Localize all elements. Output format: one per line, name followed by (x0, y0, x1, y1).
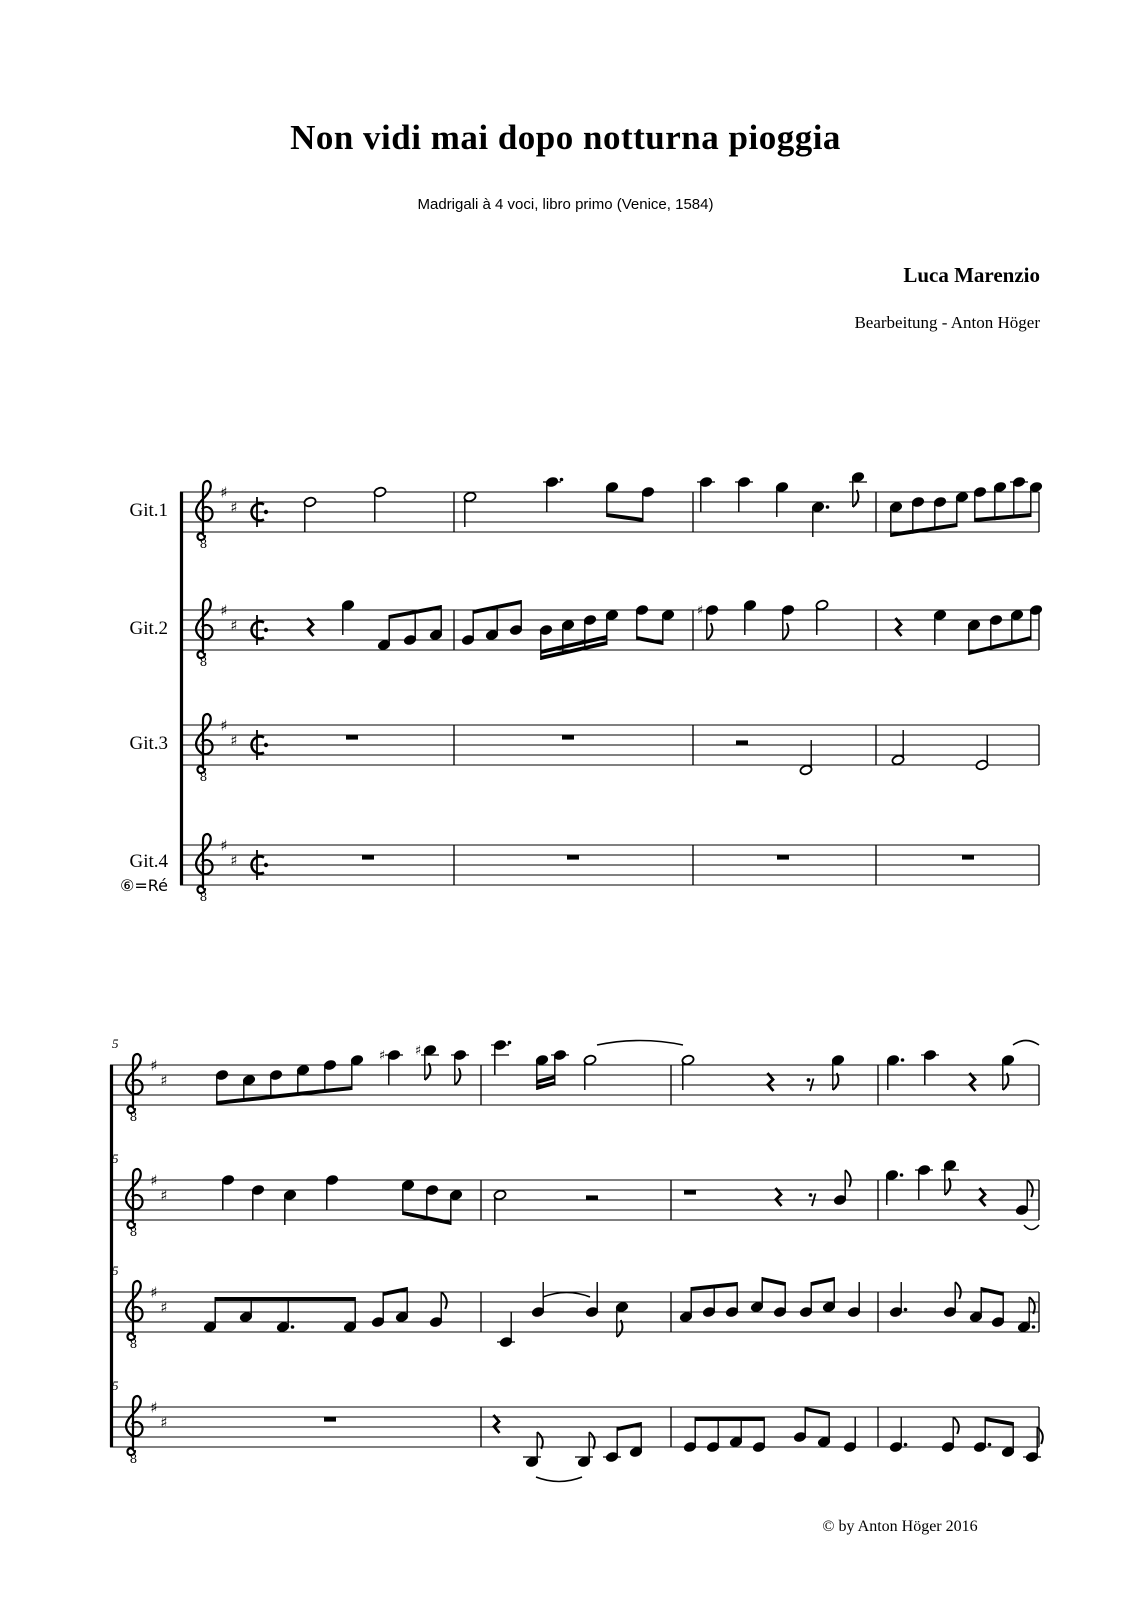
svg-text:♯: ♯ (230, 731, 238, 750)
svg-text:♯: ♯ (160, 1186, 168, 1205)
svg-text:8: 8 (129, 1337, 138, 1351)
measure-number: 5 (112, 1036, 119, 1051)
string-tuning-indication: ⑥=Ré (120, 876, 168, 895)
measure-number: 5 (112, 1263, 119, 1278)
svg-text:♯: ♯ (220, 716, 228, 735)
svg-text:♯: ♯ (150, 1283, 158, 1302)
svg-text:♯: ♯ (230, 616, 238, 635)
svg-text:8: 8 (199, 655, 208, 669)
staff-label-git1: Git.1 (129, 500, 168, 521)
svg-text:♯: ♯ (150, 1398, 158, 1417)
page-subtitle: Madrigali à 4 voci, libro primo (Venice, 1584) (417, 196, 714, 213)
svg-text:♯: ♯ (230, 498, 238, 517)
svg-text:8: 8 (199, 770, 208, 784)
svg-text:♯: ♯ (220, 601, 228, 620)
svg-text:8: 8 (129, 1452, 138, 1466)
svg-text:♯: ♯ (160, 1071, 168, 1090)
svg-text:♯: ♯ (150, 1171, 158, 1190)
svg-text:♯: ♯ (230, 851, 238, 870)
svg-text:8: 8 (129, 1110, 138, 1124)
svg-text:♯: ♯ (160, 1298, 168, 1317)
svg-text:♯: ♯ (378, 1048, 386, 1064)
svg-text:8: 8 (199, 890, 208, 904)
svg-text:♯: ♯ (160, 1413, 168, 1432)
svg-text:♯: ♯ (220, 836, 228, 855)
composer-name: Luca Marenzio (903, 263, 1040, 287)
measure-number: 5 (112, 1378, 119, 1393)
svg-text:♯: ♯ (414, 1043, 422, 1059)
staff-label-git3: Git.3 (129, 733, 168, 754)
staff-label-git4: Git.4 (129, 851, 168, 872)
staff-label-git2: Git.2 (129, 618, 168, 639)
page-title: Non vidi mai dopo notturna pioggia (290, 118, 841, 157)
arranger-name: Bearbeitung - Anton Höger (854, 313, 1040, 332)
copyright-footer: © by Anton Höger 2016 (822, 1518, 978, 1535)
svg-text:8: 8 (129, 1225, 138, 1239)
svg-text:♯: ♯ (150, 1056, 158, 1075)
svg-text:8: 8 (199, 537, 208, 551)
svg-text:♯: ♯ (696, 603, 704, 619)
measure-number: 5 (112, 1151, 119, 1166)
svg-text:♯: ♯ (220, 483, 228, 502)
